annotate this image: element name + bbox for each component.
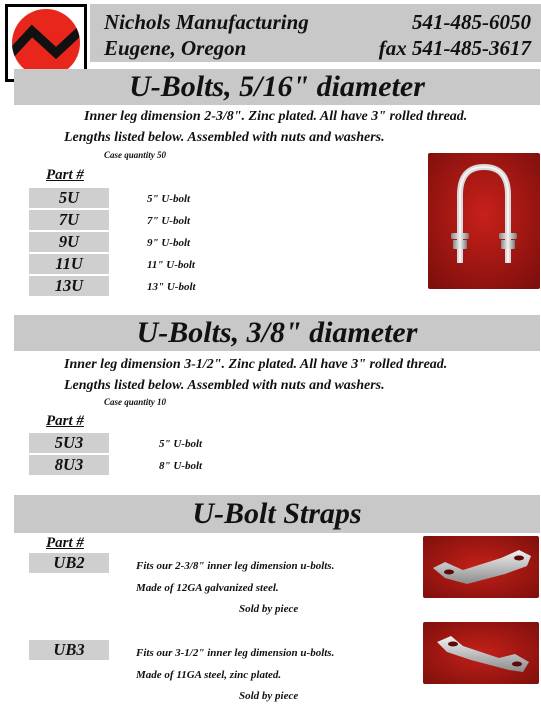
strap-material-text: Made of 12GA galvanized steel.: [136, 582, 279, 594]
part-number-cell: 13U: [29, 276, 109, 296]
u-bolt-photo: [428, 153, 540, 289]
section1-case-quantity: Case quantity 50: [104, 150, 167, 160]
part-number-cell: 7U: [29, 210, 109, 230]
section2-case-quantity: Case quantity 10: [104, 397, 167, 407]
part-description: 11" U-bolt: [147, 259, 195, 271]
part-number-cell: 9U: [29, 232, 109, 252]
section1-desc-line2: Lengths listed below. Assembled with nuts and washers.: [64, 130, 385, 145]
company-city: Eugene, Oregon: [104, 36, 247, 60]
part-number-cell: 5U: [29, 188, 109, 208]
section2-part-header: Part #: [46, 413, 84, 429]
zigzag-stripe-logo-icon: [12, 9, 80, 77]
section2-desc-line1: Inner leg dimension 3-1/2". Zinc plated. All have 3" rolled thread.: [64, 357, 448, 372]
part-number-cell: 11U: [29, 254, 109, 274]
strap-image: [423, 536, 539, 598]
u-bolt-image: [428, 153, 540, 289]
part-description: 5" U-bolt: [159, 438, 203, 450]
fax-number: fax 541-485-3617: [378, 36, 531, 60]
section-title-5-16: U-Bolts, 5/16" diameter: [14, 69, 540, 105]
strap-image: [423, 622, 539, 684]
part-description: 8" U-bolt: [159, 460, 203, 472]
logo-circle: [12, 9, 80, 77]
part-number-cell: UB2: [29, 553, 109, 573]
section-title-3-8: U-Bolts, 3/8" diameter: [14, 315, 540, 351]
section1-part-header: Part #: [46, 167, 84, 183]
part-number-cell: UB3: [29, 640, 109, 660]
part-description: 13" U-bolt: [147, 281, 196, 293]
part-description: 7" U-bolt: [147, 215, 191, 227]
strap-ub2-photo: [423, 536, 539, 598]
strap-fit-text: Fits our 3-1/2" inner leg dimension u-bolts.: [136, 647, 335, 659]
strap-ub3-photo: [423, 622, 539, 684]
part-number-cell: 8U3: [29, 455, 109, 475]
part-description: 5" U-bolt: [147, 193, 191, 205]
section-title-straps: U-Bolt Straps: [14, 495, 540, 533]
strap-fit-text: Fits our 2-3/8" inner leg dimension u-bolts.: [136, 560, 335, 572]
strap-material-text: Made of 11GA steel, zinc plated.: [136, 669, 282, 681]
section1-desc-line1: Inner leg dimension 2-3/8". Zinc plated. All have 3" rolled thread.: [84, 109, 468, 124]
strap-sold-by-text: Sold by piece: [239, 690, 299, 702]
company-name: Nichols Manufacturing: [104, 10, 309, 34]
section3-part-header: Part #: [46, 535, 84, 551]
section2-desc-line2: Lengths listed below. Assembled with nuts and washers.: [64, 378, 385, 393]
part-description: 9" U-bolt: [147, 237, 191, 249]
phone-number: 541-485-6050: [412, 10, 531, 34]
strap-sold-by-text: Sold by piece: [239, 603, 299, 615]
part-number-cell: 5U3: [29, 433, 109, 453]
